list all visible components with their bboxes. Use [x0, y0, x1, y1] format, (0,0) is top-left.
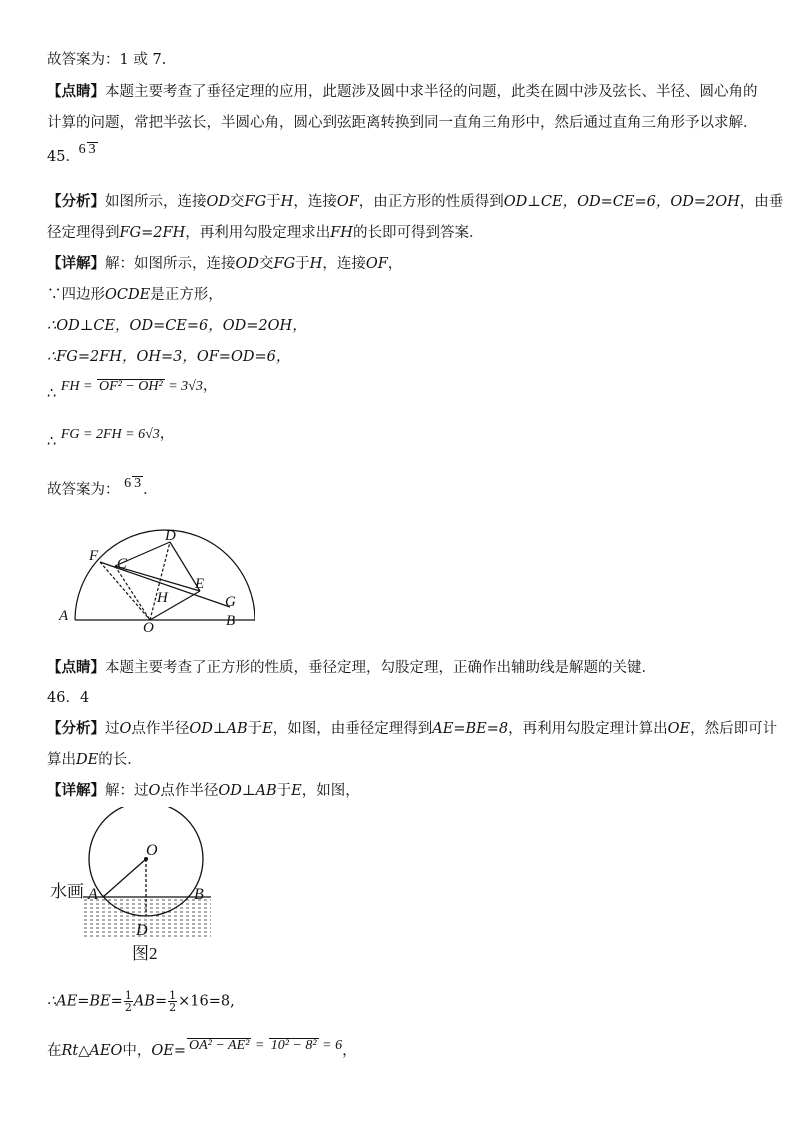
detail-45-line-2	[47, 285, 223, 305]
label-b: B	[226, 613, 236, 629]
text: 中，	[122, 1043, 152, 1059]
text: ，由正方形的性质得到	[358, 194, 504, 210]
fraction-half	[168, 990, 177, 1013]
text: 于	[266, 194, 281, 210]
text: 交	[259, 256, 274, 272]
math: O	[119, 721, 132, 737]
math: FG	[244, 194, 267, 210]
question-number: 45．	[47, 149, 80, 165]
comment-44-line-2	[47, 113, 758, 133]
fh-formula	[61, 379, 203, 394]
therefore: ∴	[47, 386, 57, 402]
fh-lhs: FH =	[60, 379, 96, 394]
text: 过	[105, 721, 120, 737]
text: 交	[230, 194, 245, 210]
therefore: ∴	[47, 434, 57, 450]
math: Rt△AEO	[61, 1043, 123, 1059]
math: OD	[206, 194, 231, 210]
math: OD⊥AB	[189, 721, 248, 737]
math: AB=	[133, 993, 168, 1010]
numerator: 1	[124, 989, 132, 1002]
answer-value: 6 3	[124, 476, 142, 491]
text: ，如图，	[301, 783, 360, 799]
comment-text: 本题主要考查了正方形的性质，垂径定理，勾股定理，正确作出辅助线是解题的关键．	[105, 660, 656, 676]
comment-44-line-1	[47, 82, 758, 102]
math: ∴AE=BE=	[47, 993, 123, 1010]
math: OD⊥CE，OD=CE=6，OD=2OH	[503, 194, 740, 210]
detail-46-line-1	[47, 781, 360, 801]
math: FH	[330, 225, 353, 241]
text: 的长即可得到答案．	[352, 225, 484, 241]
comment-tag: 【点睛】	[47, 659, 105, 676]
math: ∴OD⊥CE，OD=CE=6，OD=2OH，	[47, 318, 307, 334]
math: H	[280, 194, 294, 210]
label-a: A	[59, 608, 69, 624]
math: OE=	[151, 1043, 186, 1059]
text: ，再利用勾股定理计算出	[508, 721, 668, 737]
text: 于	[295, 256, 310, 272]
oe-formula	[186, 1038, 342, 1053]
math: OCDE	[105, 287, 151, 303]
figure-circle-water	[48, 807, 218, 967]
label-d: D	[136, 922, 148, 939]
answer-label: 故答案为：	[47, 482, 120, 498]
answer-45: 故答案为： 6 3 ．	[47, 476, 158, 498]
text: 径定理得到	[47, 225, 120, 241]
text: 解：过	[105, 783, 149, 799]
detail-45-line-5	[47, 376, 218, 402]
figure-semicircle-square	[55, 524, 255, 636]
math: AE=BE=8	[432, 721, 509, 737]
text: 于	[276, 783, 292, 799]
fg-formula: FG = 2FH = 6√3	[60, 427, 160, 442]
label-b: B	[194, 886, 204, 903]
comment-text: 本题主要考查了垂径定理的应用，此题涉及圆中求半径的问题，此类在圆中涉及弦长、半径、圆心角的	[105, 84, 758, 100]
text: 于	[247, 721, 263, 737]
label-o: O	[146, 842, 158, 859]
oe-radical-1: OA² − AE²	[188, 1038, 250, 1053]
analysis-45-line-2	[47, 223, 483, 243]
math: OD	[235, 256, 260, 272]
text: ，然后即可计	[690, 721, 778, 737]
figure-caption: 图2	[132, 944, 158, 963]
math: OF	[336, 194, 359, 210]
analysis-tag: 【分析】	[47, 193, 105, 210]
text: ，连接	[322, 256, 366, 272]
comment-45	[47, 658, 656, 678]
answer-text: 故答案为：1 或 7.	[47, 52, 167, 68]
detail-46-line-3	[47, 1038, 357, 1062]
text: 是正方形，	[150, 287, 223, 303]
math: ∴FG=2FH，OH=3，OF=OD=6，	[47, 349, 291, 365]
math: FG=2FH	[119, 225, 186, 241]
radius-oa	[103, 859, 146, 897]
answer-value: 6 3	[78, 142, 96, 157]
oe-rhs: = 6	[318, 1038, 343, 1053]
detail-46-line-2	[47, 990, 235, 1013]
math: OF	[365, 256, 388, 272]
text: ，由垂	[739, 194, 784, 210]
math: E	[291, 783, 302, 799]
fh-radical: OF² − OH²	[98, 379, 163, 394]
text: 算出	[47, 752, 76, 768]
math: H	[309, 256, 323, 272]
answer-line-44	[47, 50, 166, 70]
fraction-half	[124, 990, 133, 1013]
text: 解：如图所示，连接	[105, 256, 236, 272]
text: 点作半径	[160, 783, 219, 799]
comma: ，	[387, 256, 403, 272]
question-46-answer	[47, 688, 89, 708]
analysis-tag: 【分析】	[47, 720, 105, 737]
segment-oc	[115, 566, 150, 620]
comma: ，	[159, 426, 175, 442]
question-number: 46．4	[47, 690, 90, 706]
label-d: D	[165, 528, 176, 544]
text: 点作半径	[131, 721, 190, 737]
math: OE	[667, 721, 691, 737]
text: 在	[47, 1043, 62, 1059]
label-a: A	[88, 886, 98, 903]
detail-45-line-3	[47, 316, 307, 336]
math: O	[148, 783, 161, 799]
label-e: E	[195, 576, 205, 592]
math: OD⊥AB	[218, 783, 277, 799]
text: ∵四边形	[47, 287, 105, 303]
comma: ，	[202, 378, 218, 394]
label-c: C	[117, 556, 128, 572]
label-g: G	[225, 594, 236, 610]
label-h: H	[157, 590, 168, 606]
equals: =	[251, 1038, 268, 1053]
comment-text-cont: 计算的问题，常把半弦长，半圆心角，圆心到弦距离转换到同一直角三角形中，然后通过直角三角形予以求解．	[47, 115, 758, 131]
denominator: 2	[169, 1001, 177, 1014]
analysis-46-line-1	[47, 719, 777, 739]
question-45-answer	[47, 142, 104, 168]
text: 的长．	[98, 752, 142, 768]
label-o: O	[143, 620, 154, 636]
label-f: F	[89, 548, 99, 564]
comment-tag: 【点睛】	[47, 83, 105, 100]
numerator: 1	[169, 989, 177, 1002]
math: FG	[273, 256, 296, 272]
text: ，连接	[293, 194, 337, 210]
math: ×16=8,	[178, 993, 235, 1010]
analysis-46-line-2	[47, 750, 142, 770]
math: DE	[76, 752, 99, 768]
detail-45-line-1	[47, 254, 402, 274]
oe-radical-2: 10² − 8²	[270, 1038, 317, 1053]
text: ，再利用勾股定理求出	[185, 225, 331, 241]
comma: ，	[342, 1043, 357, 1059]
detail-tag: 【详解】	[47, 255, 105, 272]
detail-45-line-6	[47, 424, 175, 450]
denominator: 2	[124, 1001, 132, 1014]
text: ，如图，由垂径定理得到	[272, 721, 433, 737]
label-water: 水画	[50, 882, 84, 901]
detail-tag: 【详解】	[47, 782, 105, 799]
analysis-45-line-1	[47, 192, 783, 212]
text: 如图所示，连接	[105, 194, 207, 210]
detail-45-line-4	[47, 347, 290, 367]
math: E	[262, 721, 273, 737]
fh-rhs: = 3√3	[164, 379, 203, 394]
